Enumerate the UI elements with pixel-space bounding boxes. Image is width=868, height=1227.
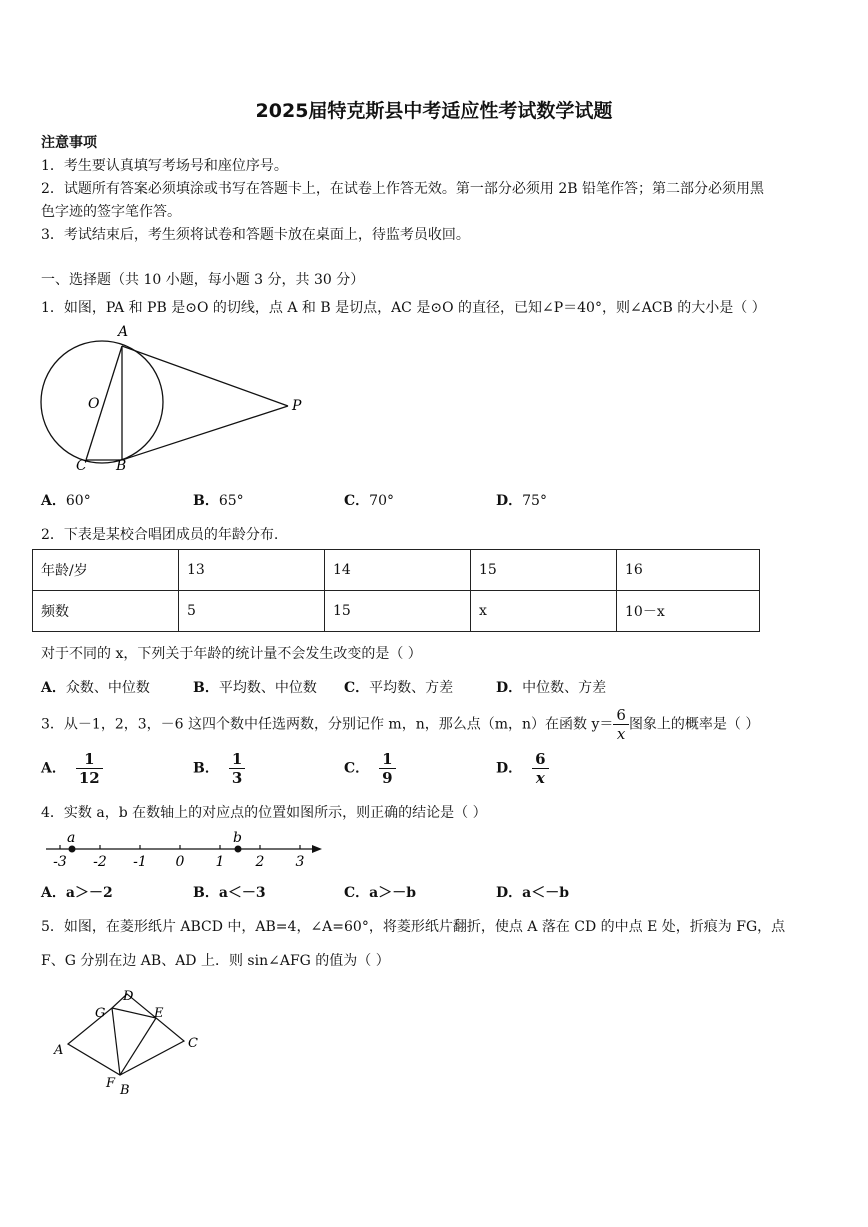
label-a: A — [118, 324, 129, 340]
axis-tick-label: -2 — [93, 854, 107, 870]
notice-item-2: 2．试题所有答案必须填涂或书写在答题卡上，在试卷上作答无效。第一部分必须用 2B 铅笔作答；第二部分必须用黑 — [41, 181, 764, 197]
point-a — [69, 846, 76, 853]
q1-option-d: D．75° — [496, 493, 547, 509]
label-e: E — [154, 1006, 164, 1021]
q5-text2: F、G 分别在边 AB、AD 上．则 sin∠AFG 的值为（ ） — [41, 953, 390, 969]
section-heading: 一、选择题（共 10 小题，每小题 3 分，共 30 分） — [41, 272, 365, 288]
q4-text: 4．实数 a，b 在数轴上的对应点的位置如图所示，则正确的结论是（ ） — [41, 805, 487, 821]
table-cell: 15 — [471, 550, 617, 591]
q4-option-c: C．a＞－b — [344, 885, 417, 901]
age-distribution-table — [32, 549, 760, 632]
rhombus-outline — [68, 994, 184, 1075]
tangent-pa — [122, 346, 288, 406]
q4-option-a: A．a＞－2 — [41, 885, 113, 901]
tangent-pb — [122, 406, 288, 460]
q4-option-d: D．a＜－b — [496, 885, 570, 901]
label-f: F — [106, 1076, 116, 1091]
label-o: O — [88, 396, 100, 412]
notice-item-3: 3．考试结束后，考生须将试卷和答题卡放在桌面上，待监考员收回。 — [41, 227, 470, 243]
label-c: C — [76, 458, 87, 474]
q2-option-c: C．平均数、方差 — [344, 680, 454, 696]
q2-option-b: B．平均数、中位数 — [193, 680, 317, 696]
q1-option-a: A．60° — [41, 493, 91, 509]
circle-o — [41, 341, 163, 463]
label-a: A — [54, 1043, 64, 1058]
q2-text2: 对于不同的 x，下列关于年龄的统计量不会发生改变的是（ ） — [41, 646, 422, 662]
q3-text — [41, 706, 759, 743]
table-row — [33, 591, 760, 632]
segment-fe — [120, 1018, 156, 1075]
q3-text-b: 图象上的概率是（ ） — [628, 716, 760, 733]
table-cell: 14 — [325, 550, 471, 591]
q1-text: 1．如图，PA 和 PB 是⊙O 的切线，点 A 和 B 是切点，AC 是⊙O 的直径，已知∠P＝40°，则∠ACB 的大小是（ ） — [41, 300, 766, 316]
q1-figure — [36, 320, 316, 480]
q2-option-a: A．众数、中位数 — [41, 680, 150, 696]
table-cell: 15 — [325, 591, 471, 632]
table-cell: 5 — [179, 591, 325, 632]
q1-option-c: C．70° — [344, 493, 394, 509]
notice-item-1: 1．考生要认真填写考场号和座位序号。 — [41, 158, 288, 174]
point-b — [235, 846, 242, 853]
label-p: P — [292, 398, 302, 414]
q3-option-d: D． $\frac{6}{x}$ — [496, 750, 549, 787]
label-b: B — [120, 1083, 130, 1098]
axis-tick-label: 3 — [295, 854, 305, 870]
page-title: 2025届特克斯县中考适应性考试数学试题 — [255, 100, 613, 122]
q1-option-b: B．65° — [193, 493, 244, 509]
q2-text: 2．下表是某校合唱团成员的年龄分布. — [41, 527, 279, 543]
table-cell: 频数 — [33, 591, 179, 632]
label-c: C — [188, 1036, 198, 1051]
axis-tick-label: 2 — [255, 854, 265, 870]
q2-option-d: D．中位数、方差 — [496, 680, 607, 696]
q3-option-a: A． $\frac{1}{12}$ — [41, 750, 103, 787]
q5-text1: 5．如图，在菱形纸片 ABCD 中，AB=4，∠A=60°，将菱形纸片翻折，使点 A 落在 CD 的中点 E 处，折痕为 FG，点 — [41, 919, 786, 935]
label-d: D — [123, 989, 134, 1004]
q3-option-c: C． $\frac{1}{9}$ — [344, 750, 396, 787]
number-line — [40, 828, 330, 870]
axis-arrow-icon — [312, 845, 322, 853]
table-row — [33, 550, 760, 591]
label-b: B — [116, 458, 127, 474]
q5-figure — [50, 988, 210, 1100]
table-cell: 10－x — [617, 591, 760, 632]
q3-option-b: B． $\frac{1}{3}$ — [193, 750, 245, 787]
q3-function-fraction: $\frac{6}{x}$ — [613, 706, 629, 743]
table-cell: 年龄/岁 — [33, 550, 179, 591]
fold-line-fg — [112, 1008, 120, 1075]
notice-heading: 注意事项 — [41, 135, 97, 151]
table-cell: 13 — [179, 550, 325, 591]
axis-tick-label: -3 — [53, 854, 67, 870]
notice-item-2-cont: 色字迹的签字笔作答。 — [41, 204, 181, 220]
q3-text-a: 3．从－1，2，3，－6 这四个数中任选两数，分别记作 m，n，那么点（m，n）在函数 y＝ — [41, 716, 614, 733]
point-label-b: b — [233, 830, 242, 846]
table-cell: 16 — [617, 550, 760, 591]
table-cell: x — [471, 591, 617, 632]
q4-option-b: B．a＜－3 — [193, 885, 266, 901]
point-label-a: a — [67, 830, 76, 846]
axis-tick-label: -1 — [133, 854, 147, 870]
axis-tick-label: 0 — [175, 854, 185, 870]
axis-tick-label: 1 — [215, 854, 225, 870]
label-g: G — [95, 1006, 106, 1021]
